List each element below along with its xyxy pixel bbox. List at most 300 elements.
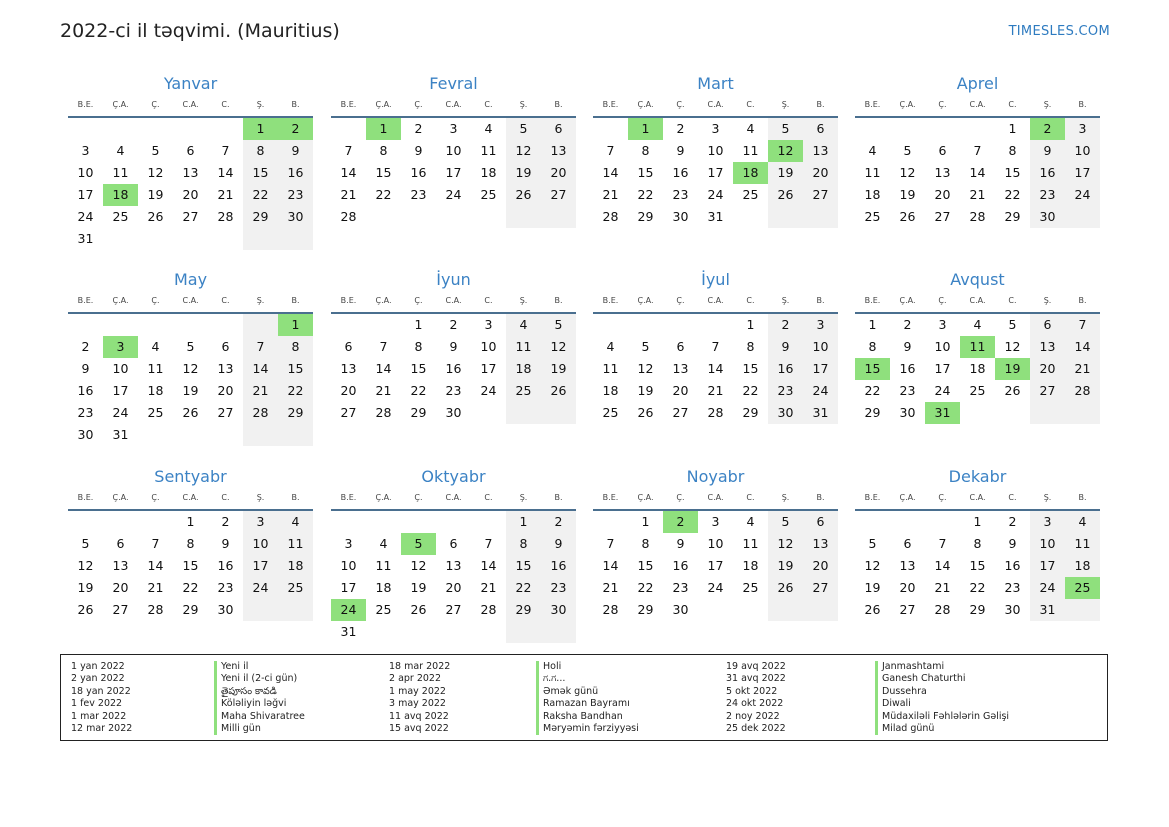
day-cell: 6 [449, 536, 458, 551]
day-cell: 17 [77, 187, 94, 202]
day-cell: 18 [1065, 555, 1100, 577]
day-cell: 9 [676, 143, 685, 158]
weekday-label: C.A. [969, 296, 986, 305]
day-cell: 25 [375, 602, 392, 617]
empty-cell [541, 621, 576, 643]
empty-cell [331, 118, 366, 140]
day-cell: 30 [541, 599, 576, 621]
empty-cell [733, 206, 768, 228]
weekday-label: B. [816, 493, 825, 502]
day-cell: 9 [1030, 140, 1065, 162]
weekday-label: Ç.A. [112, 296, 129, 305]
day-cell: 28 [707, 405, 724, 420]
day-cell: 27 [182, 209, 199, 224]
day-cell: 4 [1065, 511, 1100, 533]
weekday-label: Ç. [676, 493, 685, 502]
legend-holiday-name: Holi [536, 661, 639, 673]
empty-cell [436, 511, 471, 533]
day-cell: 30 [445, 405, 462, 420]
day-cell: 17 [480, 361, 497, 376]
legend-holiday-name: Müdaxiləli Fəhlələrin Gəlişi [875, 711, 1009, 723]
day-cell: 29 [637, 209, 654, 224]
day-cell: 5 [768, 118, 803, 140]
day-cell: 5 [641, 339, 650, 354]
weekday-header [68, 491, 313, 505]
day-cell: 29 [864, 405, 881, 420]
weekday-header [593, 491, 838, 505]
day-cell: 29 [506, 599, 541, 621]
weekday-label: C. [746, 493, 755, 502]
day-cell: 10 [112, 361, 129, 376]
day-cell: 25 [147, 405, 164, 420]
day-cell: 2 [221, 514, 230, 529]
day-cell: 13 [934, 165, 951, 180]
day-cell: 3 [103, 336, 138, 358]
empty-cell [208, 228, 243, 250]
day-cell: 17 [1065, 162, 1100, 184]
empty-cell [243, 228, 278, 250]
legend-date: 12 mar 2022 [71, 723, 133, 735]
weekday-header [331, 491, 576, 505]
weekday-label: Ş. [781, 100, 790, 109]
day-cell: 2 [1008, 514, 1017, 529]
day-cell: 28 [934, 602, 951, 617]
day-cell: 4 [746, 121, 755, 136]
day-grid [855, 511, 1100, 621]
day-cell: 19 [899, 187, 916, 202]
day-cell: 22 [243, 184, 278, 206]
day-cell: 22 [375, 187, 392, 202]
legend-holiday-name: Yeni il [214, 661, 305, 673]
empty-cell [698, 599, 733, 621]
day-cell: 28 [340, 209, 357, 224]
legend-holiday-name: Yeni il (2-ci gün) [214, 673, 305, 685]
day-cell: 12 [77, 558, 94, 573]
day-cell: 27 [217, 405, 234, 420]
month-name: Yanvar [163, 74, 218, 93]
day-cell: 7 [484, 536, 493, 551]
legend-date: 19 avq 2022 [726, 661, 786, 672]
day-cell: 23 [445, 383, 462, 398]
day-cell: 16 [672, 558, 689, 573]
month-8 [68, 465, 313, 621]
weekday-label: B.E. [602, 100, 619, 109]
day-cell: 21 [217, 187, 234, 202]
month-11 [855, 465, 1100, 621]
weekday-label: Ç.A. [375, 296, 392, 305]
legend-date: 5 okt 2022 [726, 685, 778, 697]
day-cell: 7 [243, 336, 278, 358]
day-cell: 16 [899, 361, 916, 376]
empty-cell [593, 314, 628, 336]
weekday-label: B. [291, 100, 300, 109]
day-cell: 25 [506, 380, 541, 402]
weekday-label: B. [1078, 296, 1087, 305]
empty-cell [803, 206, 838, 228]
weekday-label: C.A. [707, 100, 724, 109]
day-cell: 2 [541, 511, 576, 533]
day-cell: 29 [742, 405, 759, 420]
day-cell: 26 [637, 405, 654, 420]
day-cell: 10 [1030, 533, 1065, 555]
day-cell: 15 [969, 558, 986, 573]
weekday-header [855, 491, 1100, 505]
day-cell: 7 [1065, 314, 1100, 336]
day-cell: 8 [243, 140, 278, 162]
day-cell: 2 [903, 317, 912, 332]
day-cell: 6 [541, 118, 576, 140]
day-cell: 4 [379, 536, 388, 551]
empty-cell [925, 118, 960, 140]
weekday-label: Ç. [676, 296, 685, 305]
empty-cell [331, 314, 366, 336]
day-cell: 27 [934, 209, 951, 224]
day-cell: 8 [278, 336, 313, 358]
day-cell: 12 [864, 558, 881, 573]
day-cell: 5 [186, 339, 195, 354]
day-cell: 23 [278, 184, 313, 206]
day-cell: 9 [81, 361, 90, 376]
legend-holiday-name: Dussehra [875, 686, 1009, 698]
day-cell: 9 [903, 339, 912, 354]
day-cell: 26 [182, 405, 199, 420]
day-cell: 29 [243, 206, 278, 228]
month-name: İyun [436, 270, 471, 289]
weekday-label: B. [291, 296, 300, 305]
day-cell: 1 [186, 514, 195, 529]
day-cell: 11 [480, 143, 497, 158]
day-cell: 21 [375, 383, 392, 398]
legend-holiday-name: Ganesh Chaturthi [875, 673, 1009, 685]
day-cell: 31 [803, 402, 838, 424]
weekday-label: Ş. [1043, 296, 1052, 305]
day-cell: 21 [480, 580, 497, 595]
day-cell: 13 [803, 533, 838, 555]
day-cell: 3 [711, 121, 720, 136]
day-cell: 7 [711, 339, 720, 354]
legend-holiday-name: Milad günü [875, 723, 1009, 735]
day-cell: 9 [278, 140, 313, 162]
day-cell: 16 [768, 358, 803, 380]
day-grid [855, 314, 1100, 424]
day-cell: 2 [278, 118, 313, 140]
empty-cell [471, 511, 506, 533]
day-cell: 9 [676, 536, 685, 551]
day-cell: 17 [1030, 555, 1065, 577]
day-cell: 8 [414, 339, 423, 354]
day-cell: 16 [672, 165, 689, 180]
day-cell: 20 [340, 383, 357, 398]
day-cell: 23 [672, 187, 689, 202]
empty-cell [1065, 599, 1100, 621]
weekday-label: C.A. [445, 493, 462, 502]
day-cell: 14 [340, 165, 357, 180]
weekday-label: B.E. [340, 100, 357, 109]
legend-date: 11 avq 2022 [389, 710, 449, 722]
legend-holiday-name: తైపూసం కావడి [214, 686, 305, 698]
day-cell: 19 [541, 358, 576, 380]
empty-cell [925, 511, 960, 533]
day-cell: 24 [331, 599, 366, 621]
day-grid [68, 118, 313, 250]
day-cell: 12 [637, 361, 654, 376]
day-cell: 6 [344, 339, 353, 354]
legend-dates-col1 [71, 661, 132, 735]
legend-holiday-name: Əmək günü [536, 686, 639, 698]
day-cell: 21 [969, 187, 986, 202]
day-cell: 3 [1065, 118, 1100, 140]
day-cell: 23 [899, 383, 916, 398]
legend-date: 18 yan 2022 [71, 685, 131, 697]
day-cell: 20 [672, 383, 689, 398]
holiday-legend [60, 654, 1108, 741]
day-cell: 11 [147, 361, 164, 376]
day-cell: 17 [340, 580, 357, 595]
day-cell: 28 [1065, 380, 1100, 402]
weekday-label: C. [746, 100, 755, 109]
day-cell: 6 [1030, 314, 1065, 336]
day-cell: 18 [147, 383, 164, 398]
empty-cell [471, 402, 506, 424]
day-cell: 19 [506, 162, 541, 184]
day-cell: 27 [541, 184, 576, 206]
day-cell: 8 [641, 143, 650, 158]
day-cell: 23 [541, 577, 576, 599]
day-cell: 12 [899, 165, 916, 180]
day-cell: 22 [864, 383, 881, 398]
weekday-label: Ç. [414, 100, 423, 109]
weekday-label: C.A. [182, 296, 199, 305]
weekday-label: B. [816, 296, 825, 305]
day-cell: 20 [803, 162, 838, 184]
day-cell: 30 [1004, 602, 1021, 617]
day-cell: 20 [112, 580, 129, 595]
weekday-label: Ç.A. [637, 493, 654, 502]
day-cell: 22 [637, 580, 654, 595]
empty-cell [698, 314, 733, 336]
legend-dates-col3 [726, 661, 786, 735]
day-cell: 4 [484, 121, 493, 136]
day-cell: 23 [217, 580, 234, 595]
legend-names-col3 [875, 661, 1009, 735]
weekday-label: C. [221, 296, 230, 305]
weekday-label: Ş. [1043, 493, 1052, 502]
empty-cell [103, 228, 138, 250]
day-cell: 1 [278, 314, 313, 336]
day-cell: 1 [746, 317, 755, 332]
day-cell: 18 [375, 580, 392, 595]
day-cell: 23 [410, 187, 427, 202]
weekday-label: C.A. [445, 296, 462, 305]
day-cell: 20 [899, 580, 916, 595]
legend-date: 24 okt 2022 [726, 698, 784, 710]
day-cell: 18 [864, 187, 881, 202]
empty-cell [138, 118, 173, 140]
weekday-label: B.E. [340, 296, 357, 305]
empty-cell [855, 118, 890, 140]
legend-date: 31 avq 2022 [726, 673, 786, 685]
brand-link[interactable]: TIMESLES.COM [1008, 24, 1110, 39]
day-cell: 30 [768, 402, 803, 424]
day-cell: 27 [803, 184, 838, 206]
weekday-header [331, 294, 576, 308]
legend-holiday-name: ಗ.ಗ... [536, 673, 639, 685]
day-cell: 1 [366, 118, 401, 140]
day-cell: 6 [221, 339, 230, 354]
day-cell: 22 [506, 577, 541, 599]
weekday-header [68, 98, 313, 112]
empty-cell [366, 511, 401, 533]
empty-cell [960, 402, 995, 424]
day-cell: 24 [77, 209, 94, 224]
month-name: Fevral [429, 74, 478, 93]
day-cell: 3 [711, 514, 720, 529]
day-cell: 13 [112, 558, 129, 573]
day-cell: 6 [676, 339, 685, 354]
month-name: Oktyabr [421, 467, 486, 486]
day-cell: 25 [742, 580, 759, 595]
weekday-label: Ç.A. [899, 493, 916, 502]
day-cell: 22 [637, 187, 654, 202]
empty-cell [68, 314, 103, 336]
weekday-label: B.E. [77, 296, 94, 305]
empty-cell [890, 118, 925, 140]
empty-cell [138, 228, 173, 250]
empty-cell [278, 424, 313, 446]
legend-holiday-name: Köləliyin ləğvi [214, 698, 305, 710]
day-cell: 19 [637, 383, 654, 398]
weekday-label: Ç.A. [899, 296, 916, 305]
day-cell: 22 [278, 380, 313, 402]
empty-cell [436, 206, 471, 228]
day-cell: 10 [1065, 140, 1100, 162]
month-name: Mart [697, 74, 734, 93]
day-cell: 30 [672, 602, 689, 617]
day-cell: 15 [243, 162, 278, 184]
weekday-label: Ş. [519, 493, 528, 502]
day-cell: 6 [803, 511, 838, 533]
weekday-label: B.E. [864, 100, 881, 109]
weekday-header [593, 98, 838, 112]
legend-holiday-name: Maha Shivaratree [214, 711, 305, 723]
day-cell: 30 [672, 209, 689, 224]
day-cell: 1 [243, 118, 278, 140]
day-cell: 14 [602, 165, 619, 180]
empty-cell [401, 621, 436, 643]
day-cell: 17 [934, 361, 951, 376]
day-grid [68, 511, 313, 621]
legend-date: 2 noy 2022 [726, 710, 780, 722]
empty-cell [593, 511, 628, 533]
day-grid [855, 118, 1100, 228]
weekday-label: Ç.A. [112, 493, 129, 502]
weekday-label: C.A. [707, 493, 724, 502]
day-cell: 10 [243, 533, 278, 555]
day-cell: 21 [934, 580, 951, 595]
empty-cell [68, 511, 103, 533]
empty-cell [541, 206, 576, 228]
day-cell: 22 [1004, 187, 1021, 202]
day-cell: 15 [278, 358, 313, 380]
day-cell: 18 [969, 361, 986, 376]
day-cell: 25 [742, 187, 759, 202]
weekday-header [855, 98, 1100, 112]
empty-cell [471, 206, 506, 228]
weekday-header [855, 294, 1100, 308]
day-cell: 29 [278, 402, 313, 424]
month-4 [68, 268, 313, 446]
day-cell: 8 [746, 339, 755, 354]
day-cell: 14 [243, 358, 278, 380]
weekday-label: Ç.A. [637, 296, 654, 305]
day-cell: 12 [506, 140, 541, 162]
legend-names-col1 [214, 661, 305, 735]
day-cell: 3 [81, 143, 90, 158]
day-cell: 10 [340, 558, 357, 573]
day-cell: 16 [1004, 558, 1021, 573]
day-cell: 15 [375, 165, 392, 180]
weekday-label: C. [484, 493, 493, 502]
day-cell: 24 [707, 187, 724, 202]
day-cell: 8 [379, 143, 388, 158]
day-cell: 26 [768, 184, 803, 206]
day-cell: 11 [112, 165, 129, 180]
day-cell: 16 [217, 558, 234, 573]
legend-holiday-name: Milli gün [214, 723, 305, 735]
day-cell: 28 [969, 209, 986, 224]
day-cell: 26 [864, 602, 881, 617]
empty-cell [855, 511, 890, 533]
day-cell: 29 [410, 405, 427, 420]
day-cell: 11 [602, 361, 619, 376]
day-cell: 14 [934, 558, 951, 573]
day-cell: 10 [445, 143, 462, 158]
weekday-label: Ç.A. [112, 100, 129, 109]
day-cell: 5 [541, 314, 576, 336]
day-cell: 8 [973, 536, 982, 551]
empty-cell [890, 511, 925, 533]
day-grid [331, 118, 576, 228]
weekday-label: Ç. [151, 493, 160, 502]
weekday-label: Ş. [256, 100, 265, 109]
day-cell: 20 [541, 162, 576, 184]
day-cell: 11 [864, 165, 881, 180]
day-cell: 31 [1030, 599, 1065, 621]
day-cell: 21 [147, 580, 164, 595]
day-cell: 5 [903, 143, 912, 158]
day-cell: 24 [1030, 577, 1065, 599]
day-cell: 21 [707, 383, 724, 398]
day-cell: 30 [278, 206, 313, 228]
day-cell: 5 [151, 143, 160, 158]
day-cell: 31 [707, 209, 724, 224]
day-cell: 11 [506, 336, 541, 358]
day-cell: 31 [340, 624, 357, 639]
empty-cell [243, 314, 278, 336]
weekday-label: Ç. [938, 100, 947, 109]
day-cell: 24 [112, 405, 129, 420]
legend-holiday-name: Məryəmin fərziyyəsi [536, 723, 639, 735]
day-cell: 19 [768, 162, 803, 184]
weekday-label: C. [221, 493, 230, 502]
day-grid [68, 314, 313, 446]
empty-cell [208, 424, 243, 446]
day-cell: 2 [663, 511, 698, 533]
day-cell: 19 [77, 580, 94, 595]
day-cell: 16 [410, 165, 427, 180]
day-cell: 5 [868, 536, 877, 551]
day-cell: 22 [969, 580, 986, 595]
